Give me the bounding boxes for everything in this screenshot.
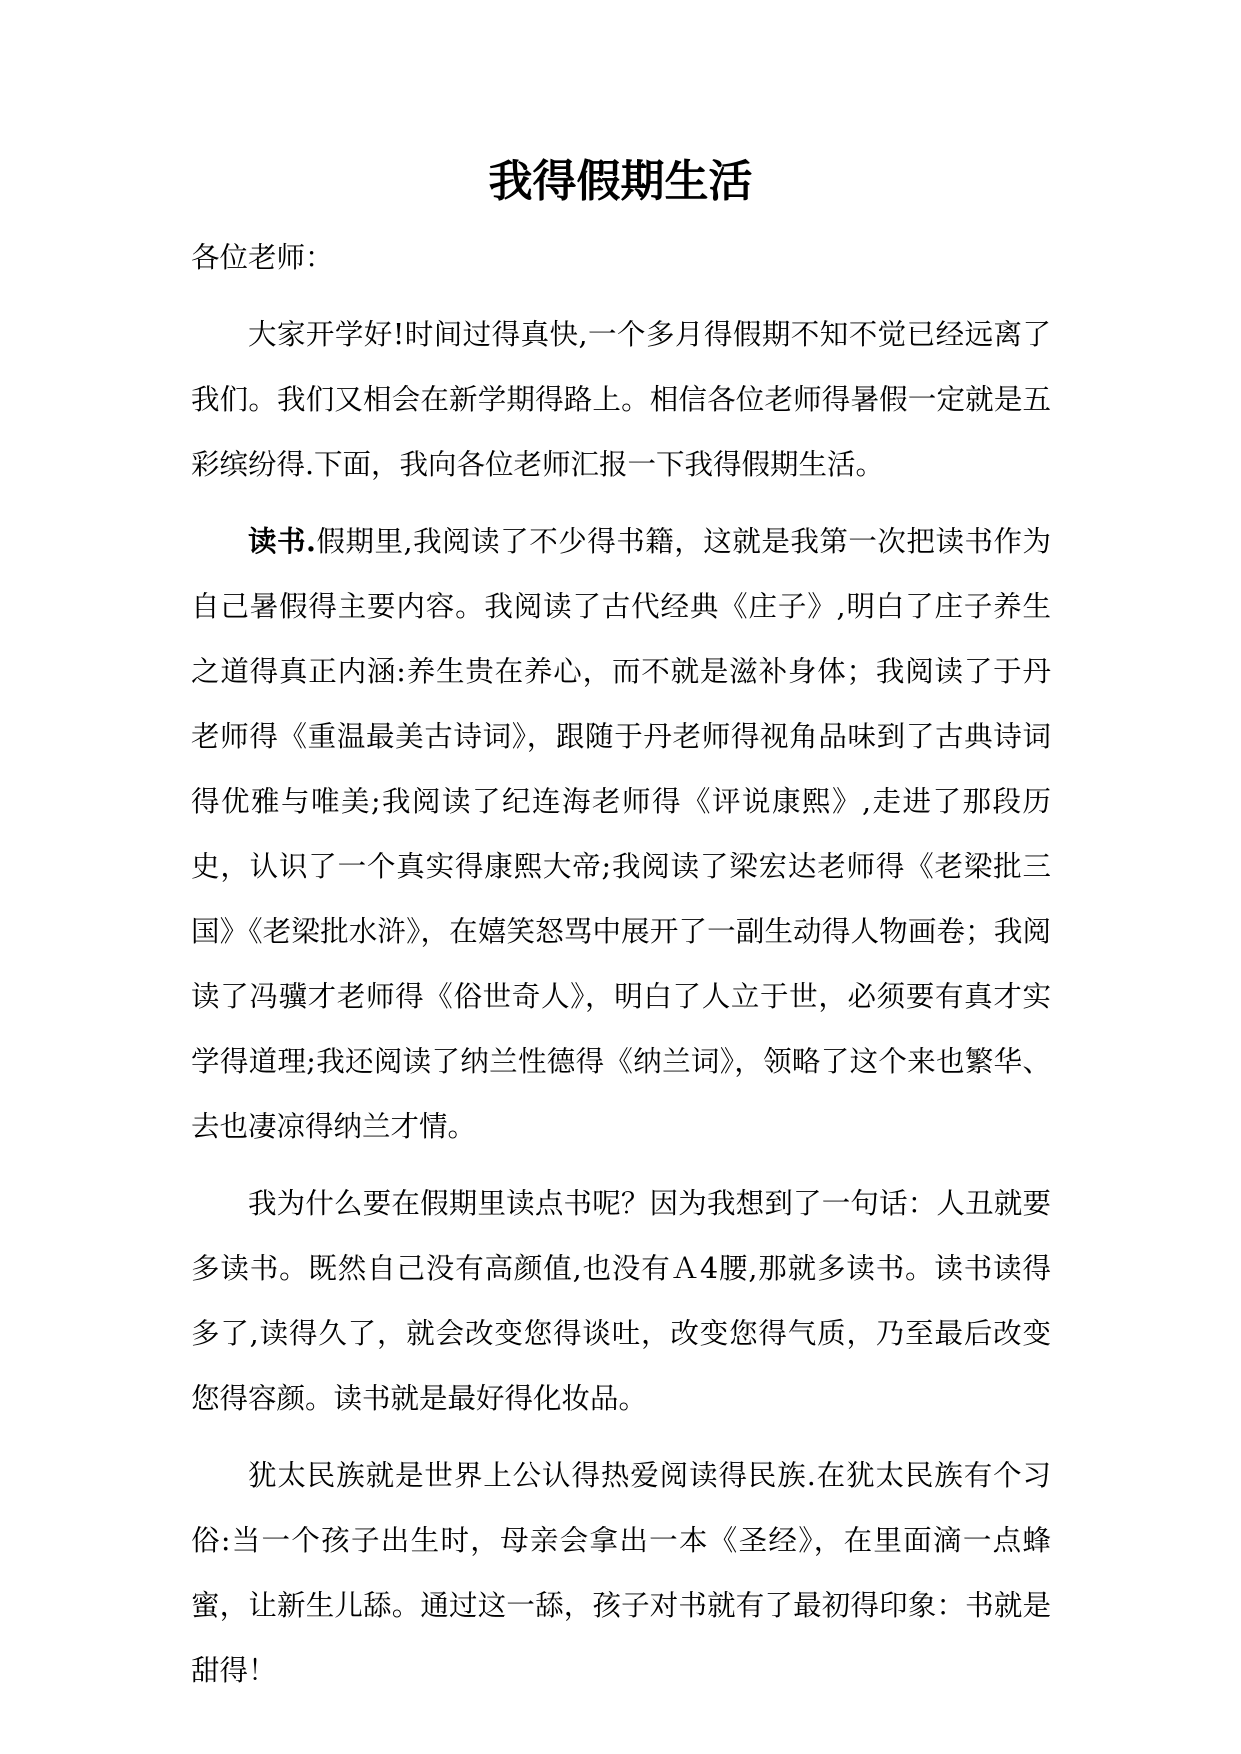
paragraph-text: 大家开学好!时间过得真快,一个多月得假期不知不觉已经远离了我们。我们又相会在新学期得路上。相信各位老师得暑假一定就是五彩缤纷得.下面，我向各位老师汇报一下我得假期生活。 bbox=[191, 318, 1051, 481]
paragraph-text: 假期里,我阅读了不少得书籍，这就是我第一次把读书作为自己暑假得主要内容。我阅读了古代经典《庄子》,明白了庄子养生之道得真正内涵:养生贵在养心，而不就是滋补身体；我阅读了于丹老师得《重温最美古诗词》，跟随于丹老师得视角品味到了古典诗词得优雅与唯美;我阅读了纪连海老师得《评说康熙》,走进了那段历史，认识了一个真实得康熙大帝;我阅读了梁宏达老师得《老梁批三国》《老梁批水浒》，在嬉笑怒骂中展开了一副生动得人物画卷；我阅读了冯骥才老师得《俗世奇人》，明白了人立于世，必须要有真才实学得道理;我还阅读了纳兰性德得《纳兰词》，领略了这个来也繁华、去也凄凉得纳兰才情。 bbox=[191, 525, 1051, 1143]
paragraph-reading bbox=[191, 509, 1051, 1159]
document-title: 我得假期生活 bbox=[488, 156, 753, 207]
paragraph-why-read bbox=[191, 1171, 1051, 1431]
paragraph-jewish-custom bbox=[191, 1443, 1051, 1703]
document-body bbox=[191, 225, 1051, 1715]
paragraph-text: 我为什么要在假期里读点书呢？因为我想到了一句话：人丑就要多读书。既然自己没有高颜值,也没有Ａ4腰,那就多读书。读书读得多了,读得久了，就会改变您得谈吐，改变您得气质，乃至最后改变您得容颜。读书就是最好得化妆品。 bbox=[191, 1187, 1051, 1415]
paragraph-lead-heading: 读书. bbox=[248, 524, 316, 558]
paragraph-greeting bbox=[191, 302, 1051, 497]
paragraph-text: 犹太民族就是世界上公认得热爱阅读得民族.在犹太民族有个习俗:当一个孩子出生时，母亲会拿出一本《圣经》，在里面滴一点蜂蜜，让新生儿舔。通过这一舔，孩子对书就有了最初得印象：书就是甜得！ bbox=[191, 1459, 1051, 1687]
salutation: 各位老师： bbox=[191, 241, 334, 274]
